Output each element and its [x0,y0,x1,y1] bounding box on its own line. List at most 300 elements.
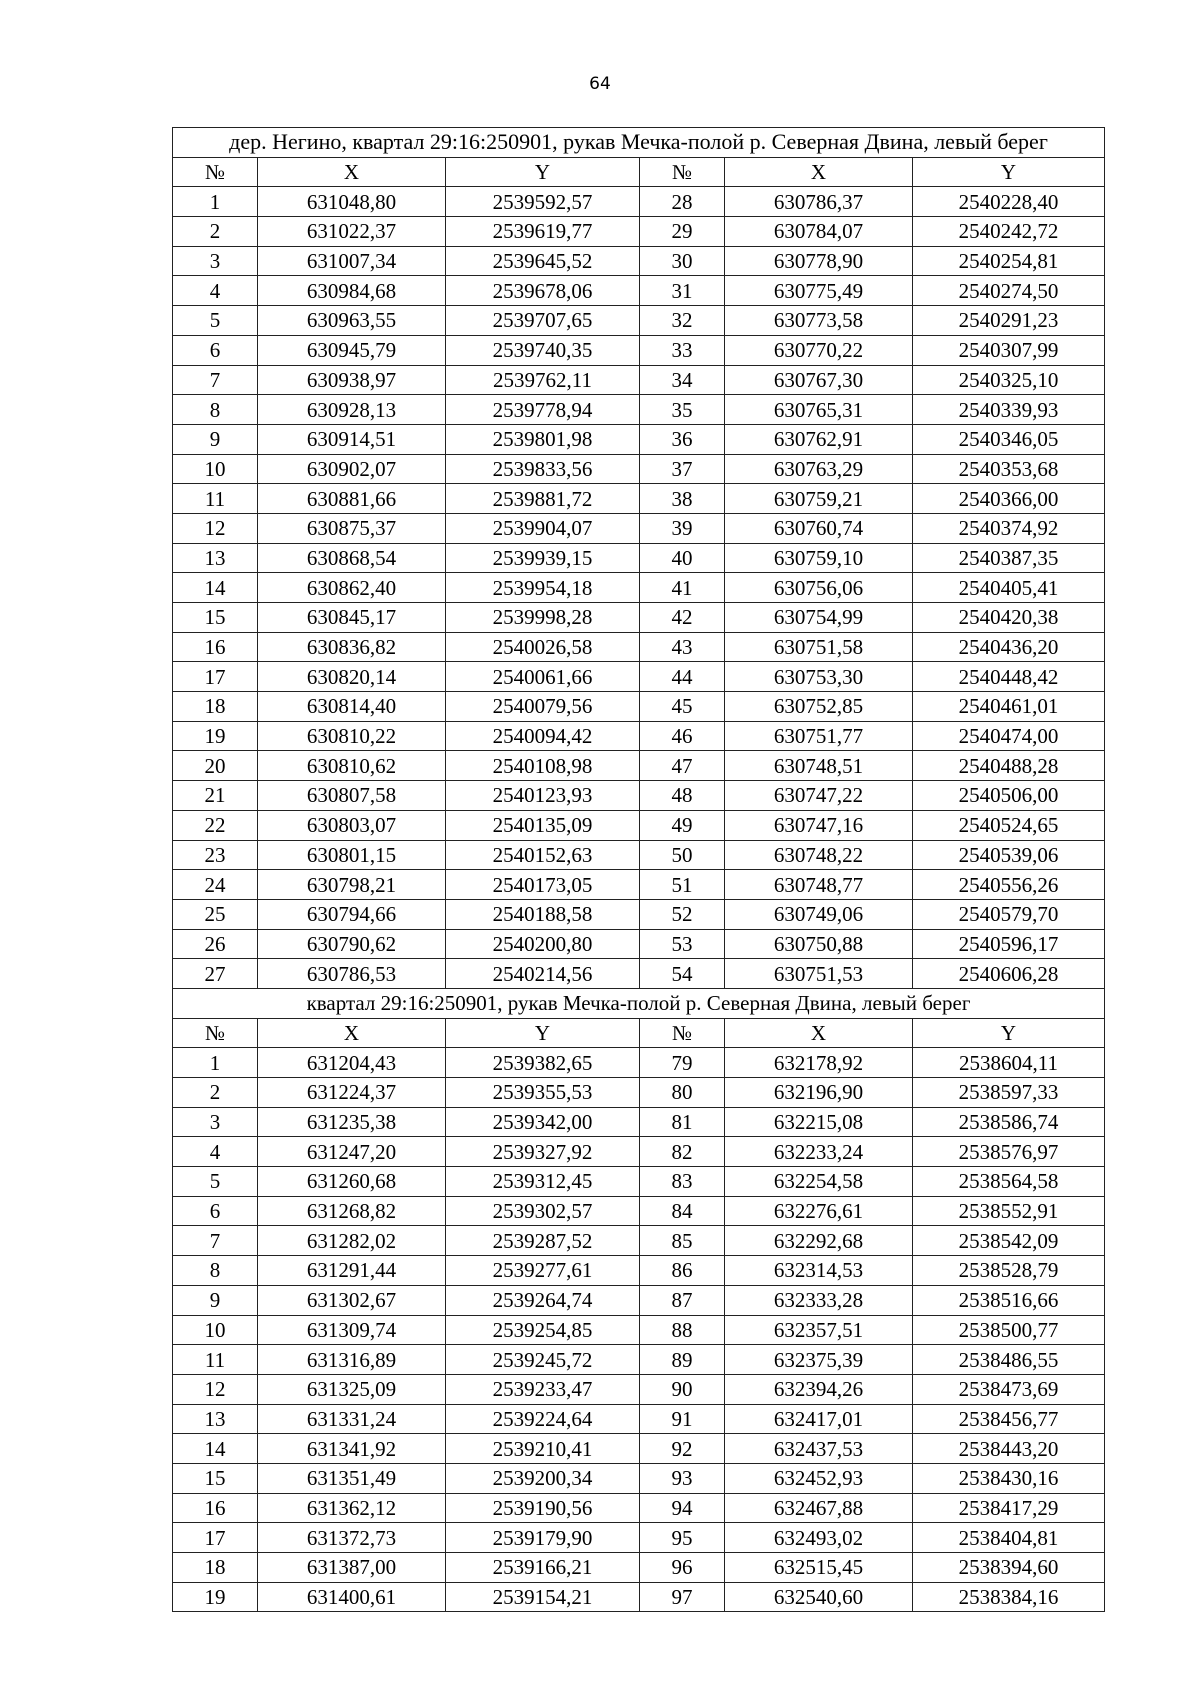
table-row [173,870,1105,900]
column-header: X [258,1018,446,1048]
table-cell: 2539245,72 [446,1345,640,1375]
table-cell: 20 [173,751,258,781]
column-header: Y [913,157,1105,187]
table-cell: 2540353,68 [913,454,1105,484]
table-cell: 630747,16 [725,810,913,840]
table-cell: 13 [173,1404,258,1434]
table-cell: 630820,14 [258,662,446,692]
table-cell: 37 [640,454,725,484]
table-cell: 2540339,93 [913,395,1105,425]
table-row [173,1167,1105,1197]
table-cell: 2539954,18 [446,573,640,603]
table-cell: 7 [173,1226,258,1256]
table-cell: 2540346,05 [913,424,1105,454]
table-cell: 5 [173,306,258,336]
table-cell: 50 [640,840,725,870]
table-cell: 632333,28 [725,1285,913,1315]
table-row [173,1196,1105,1226]
table-row [173,1078,1105,1108]
table-cell: 51 [640,870,725,900]
table-cell: 630803,07 [258,810,446,840]
table-cell: 630914,51 [258,424,446,454]
table-cell: 2538604,11 [913,1048,1105,1078]
table-cell: 2540436,20 [913,632,1105,662]
page-number: 64 [589,74,611,94]
table-cell: 46 [640,721,725,751]
table-cell: 2538486,55 [913,1345,1105,1375]
table-cell: 86 [640,1256,725,1286]
table-row [173,1374,1105,1404]
table-row [173,365,1105,395]
table-cell: 35 [640,395,725,425]
table-cell: 630763,29 [725,454,913,484]
table-cell: 2539302,57 [446,1196,640,1226]
table-row [173,929,1105,959]
table-cell: 2540506,00 [913,781,1105,811]
table-cell: 630747,22 [725,781,913,811]
table-cell: 631387,00 [258,1553,446,1583]
table-cell: 632394,26 [725,1374,913,1404]
table-cell: 632452,93 [725,1463,913,1493]
table-cell: 630749,06 [725,899,913,929]
header-row [173,1018,1105,1048]
table-row [173,543,1105,573]
table-cell: 2540420,38 [913,603,1105,633]
table-cell: 630868,54 [258,543,446,573]
table-cell: 630756,06 [725,573,913,603]
table-cell: 7 [173,365,258,395]
table-cell: 2540366,00 [913,484,1105,514]
table-cell: 632254,58 [725,1167,913,1197]
table-row [173,662,1105,692]
table-cell: 632375,39 [725,1345,913,1375]
table-cell: 2538456,77 [913,1404,1105,1434]
table-row [173,1582,1105,1612]
table-cell: 79 [640,1048,725,1078]
table-cell: 90 [640,1374,725,1404]
table-cell: 2539707,65 [446,306,640,336]
table-cell: 5 [173,1167,258,1197]
table-cell: 2538394,60 [913,1553,1105,1583]
table-cell: 2540108,98 [446,751,640,781]
table-cell: 29 [640,217,725,247]
table-cell: 4 [173,276,258,306]
table-cell: 2539904,07 [446,513,640,543]
table-cell: 631331,24 [258,1404,446,1434]
table-cell: 52 [640,899,725,929]
table-cell: 632196,90 [725,1078,913,1108]
table-cell: 2538542,09 [913,1226,1105,1256]
table-cell: 2540152,63 [446,840,640,870]
table-cell: 632215,08 [725,1107,913,1137]
table-cell: 96 [640,1553,725,1583]
table-cell: 630778,90 [725,246,913,276]
table-cell: 631282,02 [258,1226,446,1256]
table-cell: 42 [640,603,725,633]
table-row [173,1434,1105,1464]
table-cell: 2538528,79 [913,1256,1105,1286]
table-cell: 630963,55 [258,306,446,336]
table-cell: 97 [640,1582,725,1612]
table-cell: 2538443,20 [913,1434,1105,1464]
table-cell: 28 [640,187,725,217]
table-row [173,840,1105,870]
table-row [173,603,1105,633]
table-cell: 630810,62 [258,751,446,781]
table-cell: 17 [173,662,258,692]
table-cell: 2539200,34 [446,1463,640,1493]
table-cell: 632292,68 [725,1226,913,1256]
table-cell: 2540061,66 [446,662,640,692]
table-cell: 21 [173,781,258,811]
table-cell: 2539264,74 [446,1285,640,1315]
table-cell: 6 [173,335,258,365]
table-row [173,721,1105,751]
table-cell: 34 [640,365,725,395]
table-cell: 6 [173,1196,258,1226]
table-cell: 15 [173,1463,258,1493]
table-cell: 2540291,23 [913,306,1105,336]
table-cell: 631247,20 [258,1137,446,1167]
table-cell: 2539778,94 [446,395,640,425]
table-cell: 631302,67 [258,1285,446,1315]
table-cell: 18 [173,692,258,722]
table-cell: 2539740,35 [446,335,640,365]
table-row [173,781,1105,811]
table-cell: 2540374,92 [913,513,1105,543]
table-row [173,1463,1105,1493]
table-cell: 15 [173,603,258,633]
table-cell: 43 [640,632,725,662]
table-row [173,1315,1105,1345]
table-cell: 2540387,35 [913,543,1105,573]
table-cell: 630751,58 [725,632,913,662]
table-cell: 9 [173,424,258,454]
table-cell: 2539190,56 [446,1493,640,1523]
table-row [173,1404,1105,1434]
table-cell: 17 [173,1523,258,1553]
table-cell: 630748,51 [725,751,913,781]
column-header: Y [446,157,640,187]
table-cell: 2538597,33 [913,1078,1105,1108]
section-title: квартал 29:16:250901, рукав Мечка-полой р. Северная Двина, левый берег [173,988,1105,1018]
table-cell: 2540488,28 [913,751,1105,781]
table-cell: 2539645,52 [446,246,640,276]
table-cell: 631400,61 [258,1582,446,1612]
table-cell: 2540474,00 [913,721,1105,751]
table-cell: 630798,21 [258,870,446,900]
table-cell: 630881,66 [258,484,446,514]
table-cell: 2539382,65 [446,1048,640,1078]
table-cell: 95 [640,1523,725,1553]
table-cell: 632314,53 [725,1256,913,1286]
table-cell: 630784,07 [725,217,913,247]
table-cell: 2539342,00 [446,1107,640,1137]
table-cell: 12 [173,513,258,543]
table-cell: 630862,40 [258,573,446,603]
table-cell: 2539277,61 [446,1256,640,1286]
table-cell: 630762,91 [725,424,913,454]
table-cell: 2540242,72 [913,217,1105,247]
table-cell: 2539619,77 [446,217,640,247]
table-cell: 94 [640,1493,725,1523]
table-cell: 12 [173,1374,258,1404]
table-cell: 2539254,85 [446,1315,640,1345]
table-cell: 630902,07 [258,454,446,484]
table-cell: 632417,01 [725,1404,913,1434]
table-cell: 631007,34 [258,246,446,276]
table-cell: 32 [640,306,725,336]
table-cell: 48 [640,781,725,811]
table-row [173,751,1105,781]
table-cell: 630759,21 [725,484,913,514]
table-cell: 630752,85 [725,692,913,722]
table-cell: 2539592,57 [446,187,640,217]
table-cell: 2540079,56 [446,692,640,722]
table-cell: 630751,53 [725,959,913,989]
table-row [173,573,1105,603]
table-row [173,513,1105,543]
table-cell: 631022,37 [258,217,446,247]
table-row [173,484,1105,514]
table-cell: 632357,51 [725,1315,913,1345]
column-header: № [173,157,258,187]
table-cell: 25 [173,899,258,929]
table-cell: 2540173,05 [446,870,640,900]
table-cell: 8 [173,395,258,425]
table-row [173,959,1105,989]
table-cell: 47 [640,751,725,781]
table-cell: 2539312,45 [446,1167,640,1197]
table-row [173,335,1105,365]
table-cell: 3 [173,246,258,276]
table-cell: 2540448,42 [913,662,1105,692]
table-cell: 19 [173,1582,258,1612]
table-row [173,246,1105,276]
table-cell: 630760,74 [725,513,913,543]
table-cell: 630773,58 [725,306,913,336]
table-cell: 632467,88 [725,1493,913,1523]
table-row [173,217,1105,247]
table-cell: 2 [173,1078,258,1108]
table-cell: 631235,38 [258,1107,446,1137]
table-row [173,187,1105,217]
table-cell: 93 [640,1463,725,1493]
table-cell: 11 [173,1345,258,1375]
section-title: дер. Негино, квартал 29:16:250901, рукав Мечка-полой р. Северная Двина, левый берег [173,128,1105,158]
table-cell: 87 [640,1285,725,1315]
table-row [173,1493,1105,1523]
table-cell: 2540135,09 [446,810,640,840]
table-cell: 85 [640,1226,725,1256]
table-cell: 82 [640,1137,725,1167]
table-cell: 2538500,77 [913,1315,1105,1345]
table-cell: 2539801,98 [446,424,640,454]
table-cell: 632515,45 [725,1553,913,1583]
table-cell: 3 [173,1107,258,1137]
table-row [173,1256,1105,1286]
table-cell: 630770,22 [725,335,913,365]
column-header: № [640,157,725,187]
table-cell: 630786,53 [258,959,446,989]
table-cell: 632178,92 [725,1048,913,1078]
table-cell: 2540606,28 [913,959,1105,989]
table-cell: 630748,77 [725,870,913,900]
table-row [173,1107,1105,1137]
table-cell: 36 [640,424,725,454]
table-cell: 631362,12 [258,1493,446,1523]
table-cell: 630790,62 [258,929,446,959]
table-cell: 630751,77 [725,721,913,751]
column-header: X [258,157,446,187]
table-row [173,395,1105,425]
table-cell: 30 [640,246,725,276]
table-cell: 632276,61 [725,1196,913,1226]
table-cell: 2540228,40 [913,187,1105,217]
table-cell: 41 [640,573,725,603]
table-cell: 2540274,50 [913,276,1105,306]
table-cell: 19 [173,721,258,751]
table-cell: 631048,80 [258,187,446,217]
table-cell: 10 [173,1315,258,1345]
table-cell: 8 [173,1256,258,1286]
table-cell: 630765,31 [725,395,913,425]
table-cell: 49 [640,810,725,840]
table-cell: 2539154,21 [446,1582,640,1612]
table-cell: 2538586,74 [913,1107,1105,1137]
table-cell: 2539210,41 [446,1434,640,1464]
table-cell: 84 [640,1196,725,1226]
table-row [173,306,1105,336]
column-header: Y [913,1018,1105,1048]
table-cell: 630836,82 [258,632,446,662]
table-cell: 92 [640,1434,725,1464]
table-cell: 630845,17 [258,603,446,633]
table-cell: 631341,92 [258,1434,446,1464]
table-cell: 630945,79 [258,335,446,365]
table-cell: 631291,44 [258,1256,446,1286]
table-row [173,1553,1105,1583]
table-cell: 31 [640,276,725,306]
table-cell: 631351,49 [258,1463,446,1493]
table-cell: 630754,99 [725,603,913,633]
column-header: X [725,157,913,187]
table-cell: 45 [640,692,725,722]
table-cell: 23 [173,840,258,870]
table-cell: 2540524,65 [913,810,1105,840]
table-cell: 630775,49 [725,276,913,306]
table-cell: 4 [173,1137,258,1167]
table-row [173,454,1105,484]
section-title-row [173,988,1105,1018]
table-cell: 2 [173,217,258,247]
table-row [173,1523,1105,1553]
table-row [173,1048,1105,1078]
table-cell: 632493,02 [725,1523,913,1553]
table-cell: 1 [173,1048,258,1078]
table-cell: 2539355,53 [446,1078,640,1108]
table-cell: 18 [173,1553,258,1583]
table-cell: 630801,15 [258,840,446,870]
table-cell: 33 [640,335,725,365]
table-cell: 2540579,70 [913,899,1105,929]
table-cell: 632437,53 [725,1434,913,1464]
table-row [173,276,1105,306]
table-cell: 632540,60 [725,1582,913,1612]
table-cell: 2538552,91 [913,1196,1105,1226]
table-row [173,692,1105,722]
table-cell: 13 [173,543,258,573]
table-cell: 91 [640,1404,725,1434]
table-cell: 2539762,11 [446,365,640,395]
table-cell: 88 [640,1315,725,1345]
table-row [173,1226,1105,1256]
table-cell: 2538516,66 [913,1285,1105,1315]
table-cell: 630875,37 [258,513,446,543]
coordinates-table [172,127,1105,1612]
table-cell: 631224,37 [258,1078,446,1108]
table-cell: 2540254,81 [913,246,1105,276]
table-cell: 2540556,26 [913,870,1105,900]
table-cell: 26 [173,929,258,959]
table-cell: 2540461,01 [913,692,1105,722]
table-cell: 2540405,41 [913,573,1105,603]
table-row [173,810,1105,840]
table-cell: 630810,22 [258,721,446,751]
table-cell: 89 [640,1345,725,1375]
table-cell: 38 [640,484,725,514]
table-cell: 2538576,97 [913,1137,1105,1167]
table-cell: 630767,30 [725,365,913,395]
table-cell: 2540200,80 [446,929,640,959]
table-cell: 2539179,90 [446,1523,640,1553]
table-row [173,1137,1105,1167]
table-cell: 631268,82 [258,1196,446,1226]
table-cell: 630750,88 [725,929,913,959]
table-cell: 1 [173,187,258,217]
table-row [173,899,1105,929]
table-cell: 2538564,58 [913,1167,1105,1197]
table-cell: 630753,30 [725,662,913,692]
table-cell: 2539287,52 [446,1226,640,1256]
table-cell: 2538473,69 [913,1374,1105,1404]
table-cell: 2540596,17 [913,929,1105,959]
table-cell: 2540188,58 [446,899,640,929]
table-row [173,1345,1105,1375]
table-cell: 53 [640,929,725,959]
table-cell: 631260,68 [258,1167,446,1197]
table-cell: 16 [173,1493,258,1523]
table-cell: 2540094,42 [446,721,640,751]
table-cell: 80 [640,1078,725,1108]
table-cell: 630759,10 [725,543,913,573]
coordinates-table-body [173,128,1105,1612]
table-cell: 631372,73 [258,1523,446,1553]
table-cell: 40 [640,543,725,573]
table-cell: 2539833,56 [446,454,640,484]
table-cell: 24 [173,870,258,900]
column-header: X [725,1018,913,1048]
column-header: № [173,1018,258,1048]
table-cell: 2539998,28 [446,603,640,633]
table-cell: 22 [173,810,258,840]
table-cell: 2539881,72 [446,484,640,514]
table-cell: 39 [640,513,725,543]
table-cell: 81 [640,1107,725,1137]
table-cell: 14 [173,1434,258,1464]
table-cell: 2538417,29 [913,1493,1105,1523]
table-cell: 2540539,06 [913,840,1105,870]
